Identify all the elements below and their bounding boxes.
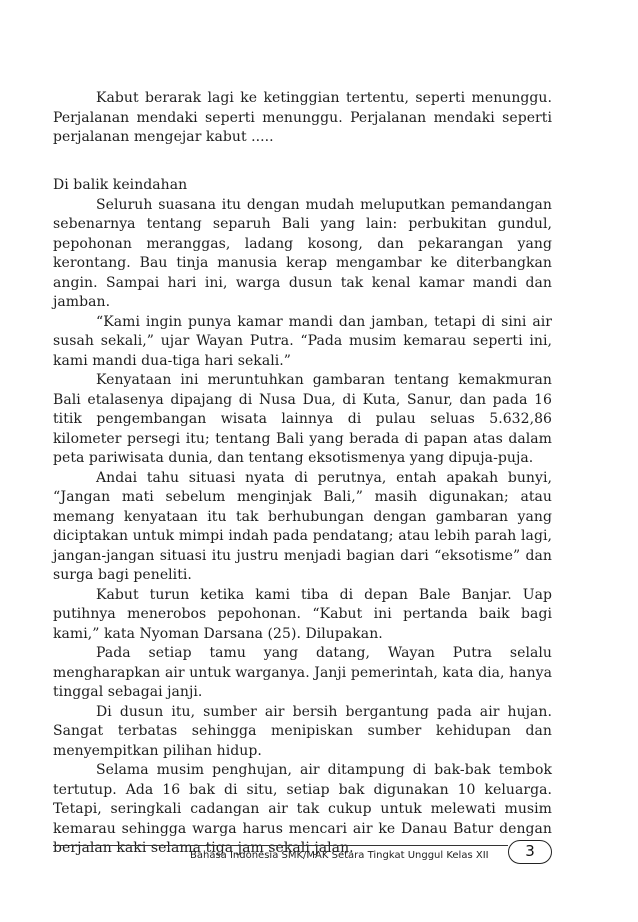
section-block [53, 176, 552, 859]
page-number: 3 [508, 840, 552, 864]
paragraph: Pada setiap tamu yang datang, Wayan Putra selalu mengharapkan air untuk warganya. Janji pemerintah, kata dia, hanya tinggal sebagai janji. [53, 645, 552, 700]
section-heading: Di balik keindahan [53, 177, 188, 193]
paragraph: Seluruh suasana itu dengan mudah meluputkan pemandangan sebenarnya tentang separuh Bali yang lain: perbukitan gundul, pepohonan meranggas, ladang kosong, dan pekarangan yang kerontang. Bau tinja manusia kerap mengambar ke diterbangkan angin. Sampai hari ini, warga dusun tak kenal kamar mandi dan jamban. [53, 196, 552, 310]
footer-book-title: Bahasa Indonesia SMK/MAK Setara Tingkat Unggul Kelas XII [190, 850, 489, 861]
paragraph: Kenyataan ini meruntuhkan gambaran tentang kemakmuran Bali etalasenya dipajang di Nusa Dua, di Kuta, Sanur, dan pada 16 titik pengembangan wisata lainnya di pulau seluas 5.632,86 kilometer persegi itu; tentang Bali yang berada di papan atas dalam peta pariwisata dunia, dan tentang eksotismenya yang dipuja-puja. [53, 372, 552, 466]
paragraph: Kabut berarak lagi ke ketinggian tertentu, seperti menunggu. Perjalanan mendaki seperti menunggu. Perjalanan mendaki seperti perjalanan mengejar kabut ..... [53, 90, 552, 145]
intro-block [53, 89, 552, 148]
paragraph: Selama musim penghujan, air ditampung di bak-bak tembok tertutup. Ada 16 bak di situ, setiap bak digunakan 10 keluarga. Tetapi, seringkali cadangan air tak cukup untuk melewati musim kemarau sehingga warga harus mencari air ke Danau Batur dengan berjalan kaki selama tiga jam sekali jalan. [53, 762, 552, 856]
paragraph: “Kami ingin punya kamar mandi dan jamban, tetapi di sini air susah sekali,” ujar Wayan Putra. “Pada musim kemarau seperti ini, kami mandi dua-tiga hari sekali.” [53, 313, 552, 369]
paragraph: Kabut turun ketika kami tiba di depan Bale Banjar. Uap putihnya menerobos pepohonan. “Kabut ini pertanda baik bagi kami,” kata Nyoman Darsana (25). Dilupakan. [53, 586, 552, 642]
footer-divider [53, 845, 508, 846]
paragraph: Andai tahu situasi nyata di perutnya, entah apakah bunyi, “Jangan mati sebelum menginjak Bali,” masih digunakan; atau memang kenyataan itu tak berhubungan dengan gambaran yang diciptakan untuk mimpi indah pada pendatang; atau lebih parah lagi, jangan-jangan situasi itu justru menjadi bagian dari “eksotisme” dan surga bagi peneliti. [53, 469, 552, 583]
paragraph: Di dusun itu, sumber air bersih bergantung pada air hujan. Sangat terbatas sehingga menipiskan sumber kehidupan dan menyempitkan pilihan hidup. [53, 703, 552, 759]
